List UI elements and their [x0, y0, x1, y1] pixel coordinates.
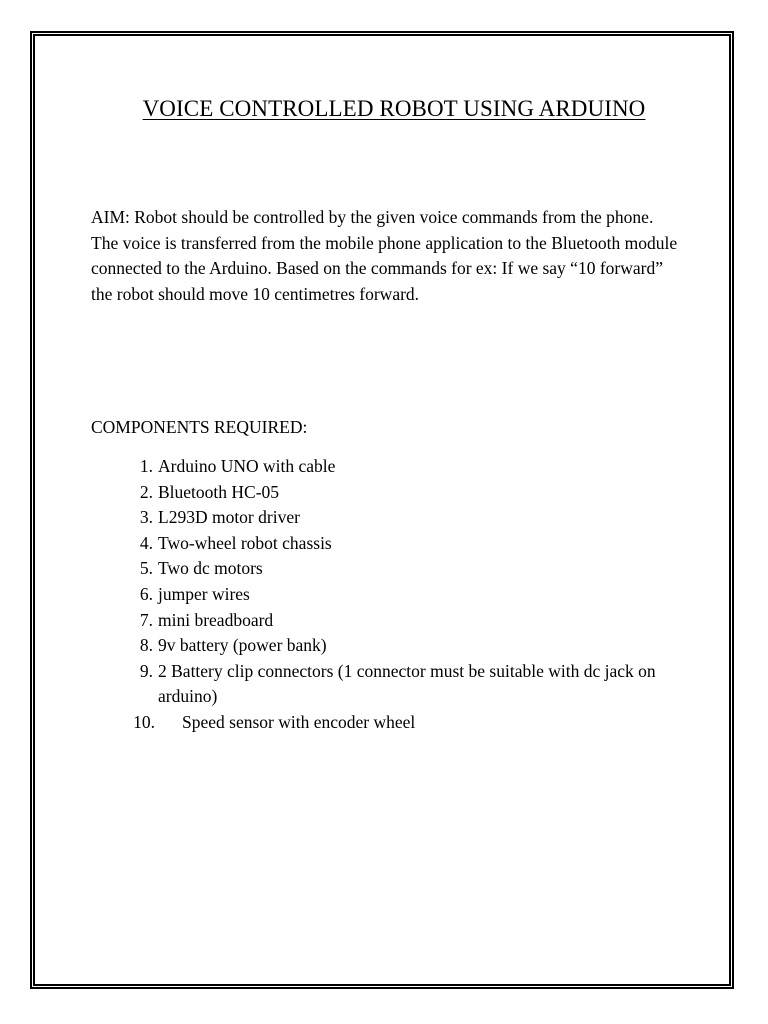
list-item [91, 710, 691, 736]
list-item [91, 531, 691, 557]
list-item [91, 633, 691, 659]
list-item-text: Bluetooth HC-05 [158, 481, 280, 502]
list-item-text: 2 Battery clip connectors (1 connector must be suitable with dc jack on arduino) [158, 660, 656, 707]
list-item-number: 6. [139, 583, 153, 604]
list-item [91, 582, 691, 608]
list-item-number: 1. [139, 456, 153, 476]
list-item [91, 556, 691, 582]
list-item [91, 659, 691, 710]
list-item-number: 7. [139, 609, 153, 630]
list-item-text: jumper wires [158, 583, 250, 604]
list-item-text: Two dc motors [158, 558, 263, 579]
aim-paragraph: AIM: Robot should be controlled by the given voice commands from the phone. The voice is transferred from the mobile phone application to the Bluetooth module connected to the Arduino. Based on the commands for ex: If we say “10 forward” the robot should move 10 centimetres forward. [91, 207, 678, 304]
components-list [91, 454, 691, 736]
list-item-number: 4. [139, 532, 153, 553]
document-title: VOICE CONTROLLED ROBOT USING ARDUINO [142, 96, 646, 121]
list-item-text: mini breadboard [158, 609, 274, 630]
list-item-text: 9v battery (power bank) [158, 635, 327, 656]
list-item-text: Two-wheel robot chassis [158, 532, 332, 553]
list-item-text: Arduino UNO with cable [158, 456, 336, 476]
list-item-number: 3. [139, 507, 153, 528]
list-item-number: 2. [139, 481, 153, 502]
list-item-text: Speed sensor with encoder wheel [182, 711, 416, 732]
list-item-number: 5. [139, 558, 153, 579]
list-item-number: 8. [139, 635, 153, 656]
list-item [91, 480, 691, 506]
list-item-text: L293D motor driver [158, 507, 300, 528]
list-item-number: 10. [133, 711, 155, 732]
list-item-number: 9. [139, 660, 153, 681]
list-item [91, 505, 691, 531]
components-heading: COMPONENTS REQUIRED: [91, 417, 308, 437]
list-item [91, 608, 691, 634]
list-item [91, 454, 691, 480]
